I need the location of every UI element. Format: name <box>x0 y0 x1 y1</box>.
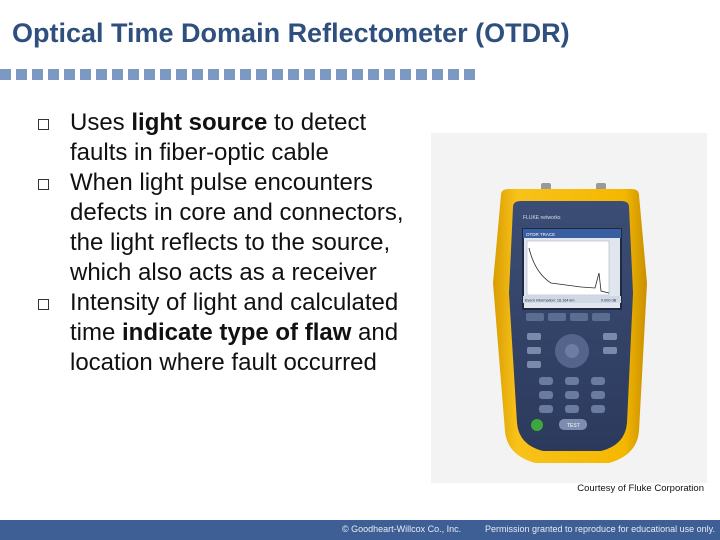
checkbox-bullet-icon <box>38 179 49 190</box>
image-credit: Courtesy of Fluke Corporation <box>577 483 704 494</box>
bullet-list <box>48 108 428 378</box>
test-key-label: TEST <box>567 423 580 429</box>
decorative-square-row <box>0 69 500 80</box>
footer-copyright: © Goodheart-Willcox Co., Inc. <box>342 524 462 534</box>
footer-bar <box>0 520 720 540</box>
screen-value: 0.000 dB <box>601 298 617 303</box>
checkbox-bullet-icon <box>38 299 49 310</box>
bullet-item-2: When light pulse encounters defects in core and connectors, the light reflects to the source, which also acts as a receiver <box>48 168 428 288</box>
screen-title: OTDR TRACE <box>526 232 556 237</box>
brand-label: FLUKE networks <box>523 215 561 221</box>
otdr-device-illustration <box>431 133 707 483</box>
slide-title: Optical Time Domain Reflectometer (OTDR) <box>12 18 570 48</box>
bullet-item-1: Uses light source to detect faults in fiber-optic cable <box>48 108 428 168</box>
footer-permission: Permission granted to reproduce for educational use only. <box>485 524 715 534</box>
bullet-item-3: Intensity of light and calculated time indicate type of flaw and location where fault occurred <box>48 288 428 378</box>
checkbox-bullet-icon <box>38 119 49 130</box>
otdr-device-photo <box>431 133 707 483</box>
screen-status: Event Information: 18.164 km <box>525 298 575 303</box>
